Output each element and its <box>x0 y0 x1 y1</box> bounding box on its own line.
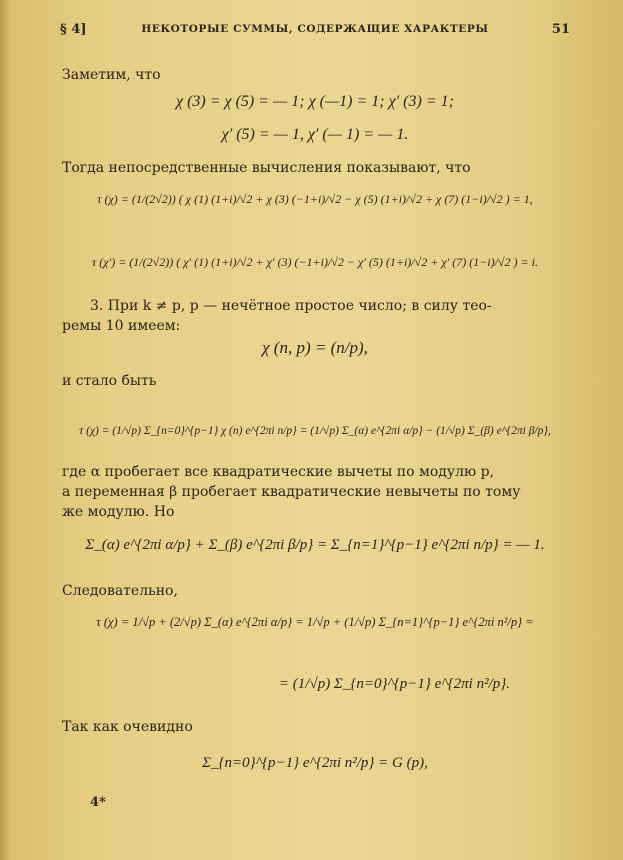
formula-tau-final: = (1/√p) Σ_{n=0}^{p−1} e^{2πi n²/p}. <box>278 676 510 692</box>
signature-mark: 4* <box>90 795 106 810</box>
running-header <box>60 22 570 40</box>
page-number: 51 <box>551 22 570 37</box>
page-spine-shadow <box>0 0 10 860</box>
formula-tau-expansion: τ (χ) = 1/√p + (2/√p) Σ_(α) e^{2πi α/p} = 1/√p + (1/√p) Σ_{n=1}^{p−1} e^{2πi n²/p} = <box>96 615 534 629</box>
chapter-title: НЕКОТОРЫЕ СУММЫ, СОДЕРЖАЩИЕ ХАРАКТЕРЫ <box>141 23 489 35</box>
formula-gauss-sum-definition: Σ_{n=0}^{p−1} e^{2πi n²/p} = G (p), <box>202 755 428 771</box>
formula-character-values-1: χ (3) = χ (5) = — 1; χ (—1) = 1; χ′ (3) = 1; <box>176 93 454 110</box>
paragraph-3-line-2: ремы 10 имеем: <box>62 318 181 334</box>
paragraph-6: Следовательно, <box>62 583 178 599</box>
paragraph-5-line-2: а переменная β пробегает квадратические невычеты по тому <box>62 484 521 500</box>
formula-gauss-sum-split: τ (χ) = (1/√p) Σ_{n=0}^{p−1} χ (n) e^{2πi n/p} = (1/√p) Σ_(α) e^{2πi α/p} − (1/√p) Σ_(β) e^{2πi β/p}, <box>79 425 551 437</box>
formula-tau-chi-prime: τ (χ′) = (1/(2√2)) ( χ′ (1) (1+i)/√2 + χ′ (3) (−1+i)/√2 − χ′ (5) (1+i)/√2 + χ′ (7) (1−i)/√2 ) = i. <box>92 255 538 269</box>
paragraph-4: и стало быть <box>62 373 157 389</box>
paragraph-5-line-1: где α пробегает все квадратические вычеты по модулю p, <box>62 464 495 480</box>
section-marker: § 4] <box>60 22 87 37</box>
paragraph-7: Так как очевидно <box>62 719 193 735</box>
formula-tau-chi: τ (χ) = (1/(2√2)) ( χ (1) (1+i)/√2 + χ (3) (−1+i)/√2 − χ (5) (1+i)/√2 + χ (7) (1−i)/√2 ) = 1, <box>97 192 533 206</box>
paragraph-3-line-1: 3. При k ≠ p, p — нечётное простое число; в силу тео- <box>90 298 492 314</box>
paragraph-5-line-3: же модулю. Но <box>62 504 175 520</box>
formula-sum-of-roots: Σ_(α) e^{2πi α/p} + Σ_(β) e^{2πi β/p} = Σ_{n=1}^{p−1} e^{2πi n/p} = — 1. <box>85 537 545 553</box>
formula-legendre-symbol: χ (n, p) = (n/p), <box>262 338 368 357</box>
paragraph-2: Тогда непосредственные вычисления показывают, что <box>62 160 471 176</box>
formula-character-values-2: χ′ (5) = — 1, χ′ (— 1) = — 1. <box>221 126 409 143</box>
paragraph-1: Заметим, что <box>62 67 161 83</box>
